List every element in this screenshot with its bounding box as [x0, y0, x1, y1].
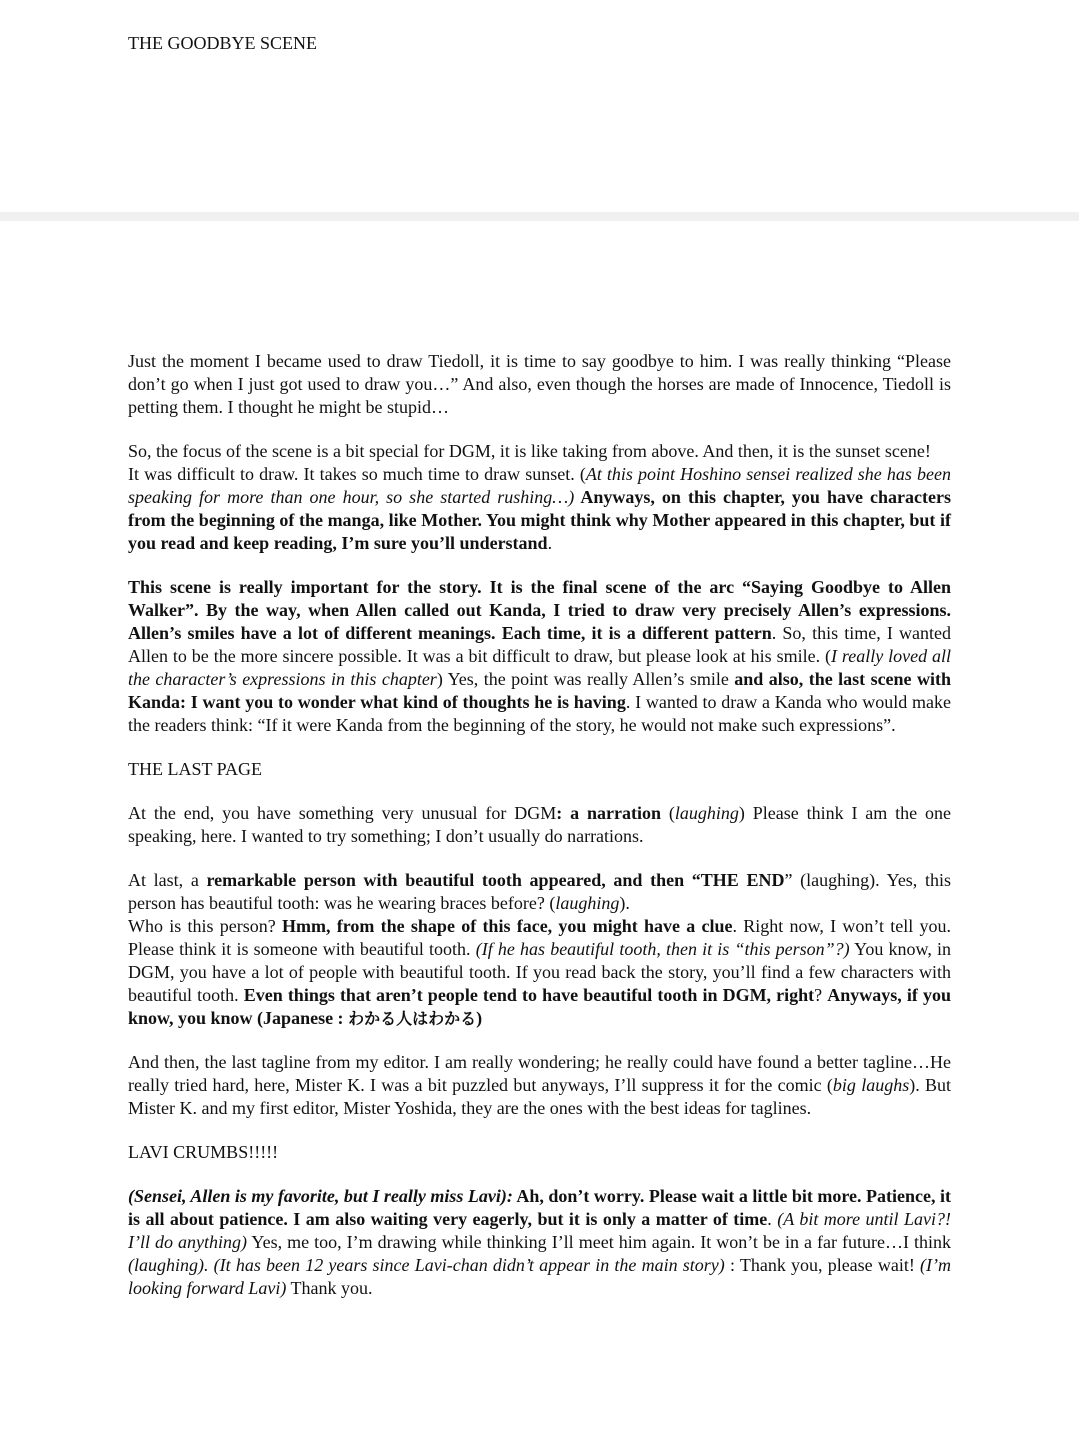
italic-aside: laughing — [674, 803, 739, 823]
bold-text: : a narration — [556, 803, 661, 823]
text: . So, this time, I wanted Allen to be the more sincere possible. It was a bit difficult to draw, but please look at his smile. ( — [128, 623, 951, 666]
paragraph-tagline — [128, 1051, 951, 1120]
page-separator — [0, 212, 1079, 221]
text: ) Yes, the point was really Allen’s smile — [436, 669, 735, 689]
bold-italic-question: (Sensei, Allen is my favorite, but I really miss Lavi): — [128, 1186, 513, 1206]
text: Just the moment I became used to draw Tiedoll, it is time to say goodbye to him. I was really thinking “Please don’t go when I just got used to draw you…” And also, even though the horses are made of Innocence, Tiedoll is petting them. I thought he might be stupid… — [128, 351, 951, 417]
italic-aside: (I’m looking forward Lavi) — [128, 1255, 951, 1298]
text: . — [767, 1209, 778, 1229]
text: . I wanted to draw a Kanda who would make the readers think: “If it were Kanda from the beginning of the story, he would not make such expressions”. — [128, 692, 951, 735]
text: ( — [660, 803, 675, 823]
text: And then, the last tagline from my editor. I am really wondering; he really could have found a better tagline…He really tried hard, here, Mister K. I was a bit puzzled but anyways, I’ll suppress it for the comic ( — [128, 1052, 951, 1095]
text: So, the focus of the scene is a bit special for DGM, it is like taking from above. And then, it is the sunset scene! — [128, 441, 931, 461]
paragraph-sunset — [128, 463, 951, 555]
text: At last, a — [128, 870, 207, 890]
bold-text: ) — [476, 1008, 483, 1028]
text: It was difficult to draw. It takes so much time to draw sunset. ( — [128, 464, 586, 484]
text: Who is this person? — [128, 916, 283, 936]
text: ” (laughing). Yes, this person has beautiful tooth: was he wearing braces before? ( — [128, 870, 951, 913]
paragraph-tiedoll — [128, 350, 951, 419]
italic-aside: At this point Hoshino sensei realized she has been speaking for more than one hour, so she started rushing…) — [128, 464, 951, 507]
italic-aside: big laughs — [832, 1075, 910, 1095]
bold-text: remarkable person with beautiful tooth appeared, and then “THE END — [206, 870, 785, 890]
italic-aside: I really loved all the character’s expressions in this chapter — [128, 646, 951, 689]
text: ) Please think I am the one speaking, here. I wanted to try something; I don’t usually do narrations. — [128, 803, 952, 846]
section-heading-last-page: THE LAST PAGE — [128, 759, 263, 779]
text: . Right now, I won’t tell you. Please think it is someone with beautiful tooth. — [128, 916, 951, 959]
section-heading-goodbye-scene: THE GOODBYE SCENE — [128, 33, 317, 53]
italic-aside: (A bit more until Lavi?! I’ll do anything) — [128, 1209, 952, 1252]
page-2-body — [128, 350, 951, 1321]
italic-aside: laughing — [555, 893, 620, 913]
text: ? — [814, 985, 828, 1005]
paragraph-the-end — [128, 869, 951, 915]
bold-text: Anyways, if you know, you know (Japanese : — [128, 985, 952, 1028]
paragraph-focus — [128, 440, 951, 463]
bold-text: This scene is really important for the story. It is the final scene of the arc “Saying Goodbye to Allen Walker”. By the way, when Allen called out Kanda, I tried to draw very precisely Allen’s expressions. Allen’s smiles have a lot of different meanings. Each time, it is a different pattern — [128, 577, 951, 643]
italic-aside: (If he has beautiful tooth, then it is “this person”?) — [475, 939, 850, 959]
bold-text: Ah, don’t worry. Please wait a little bit more. Patience, it is all about patience. I am also waiting very eagerly, but it is only a matter of time — [128, 1186, 951, 1229]
paragraph-who-is-this — [128, 915, 951, 1030]
text: ). But Mister K. and my first editor, Mister Yoshida, they are the ones with the best ideas for taglines. — [128, 1075, 951, 1118]
bold-text: Anyways, on this chapter, you have characters from the beginning of the manga, like Mother. You might think why Mother appeared in this chapter, but if you read and keep reading, I’m sure you’ll understand — [128, 487, 951, 553]
paragraph-narration — [128, 802, 951, 848]
section-heading-lavi-crumbs: LAVI CRUMBS!!!!! — [128, 1142, 279, 1162]
italic-aside: (laughing). (It has been 12 years since Lavi-chan didn’t appear in the main story) — [128, 1255, 725, 1275]
text: Yes, me too, I’m drawing while thinking I’ll meet him again. It won’t be in a far future…I think — [247, 1232, 951, 1252]
bold-text: Hmm, from the shape of this face, you might have a clue — [282, 916, 733, 936]
text: At the end, you have something very unusual for DGM — [128, 803, 557, 823]
text: You know, in DGM, you have a lot of people with beautiful tooth. If you read back the story, you’ll find a few characters with beautiful tooth. — [128, 939, 951, 1005]
text: ). — [619, 893, 630, 913]
bold-text: Even things that aren’t people tend to have beautiful tooth in DGM, right — [243, 985, 815, 1005]
paragraph-lavi — [128, 1185, 951, 1300]
japanese-text: わかる人はわかる — [348, 1009, 477, 1028]
text: Thank you. — [286, 1278, 373, 1298]
bold-text: and also, the last scene with Kanda: I want you to wonder what kind of thoughts he is having — [128, 669, 951, 712]
text: : Thank you, please wait! — [724, 1255, 921, 1275]
text: . — [547, 533, 553, 553]
paragraph-important-scene — [128, 576, 951, 737]
page-1 — [0, 0, 1079, 212]
